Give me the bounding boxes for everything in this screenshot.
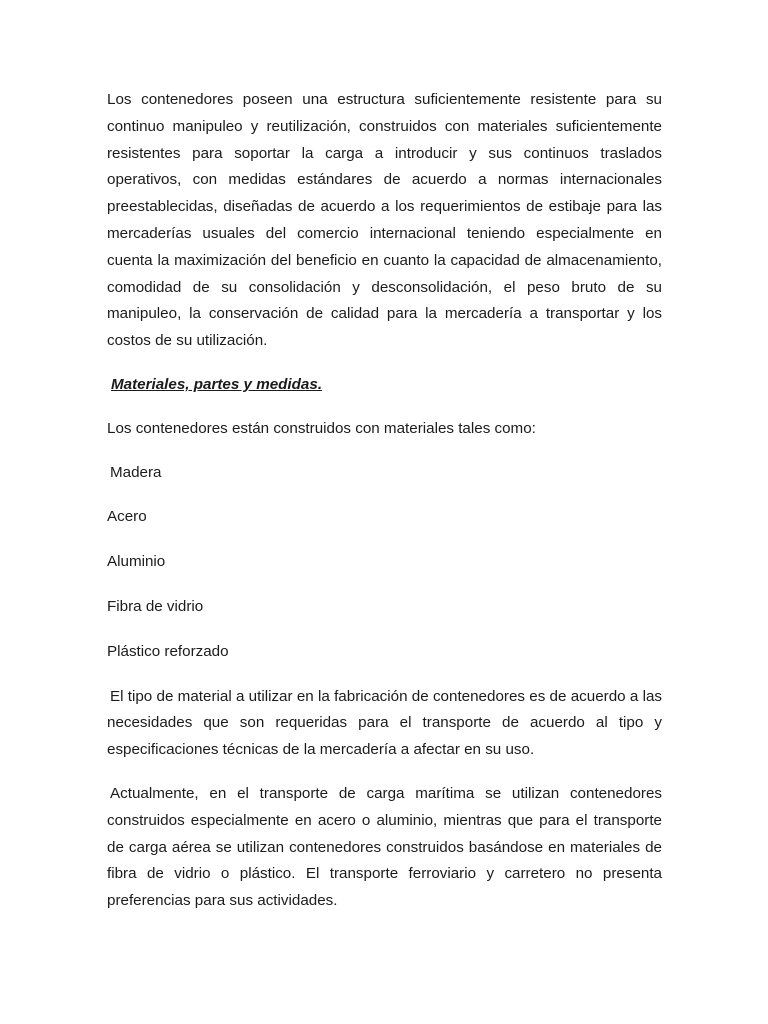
materials-lead-text: Los contenedores están construidos con materiales tales como: [107, 419, 536, 437]
current-use-paragraph: Actualmente, en el transporte de carga marítima se utilizan contenedores construidos especialmente en acero o aluminio, mientras que para el transporte de carga aérea se utilizan contenedores construidos basándose en materiales de fibra de vidrio o plástico. El transporte ferroviario y carretero no presenta preferencias para sus actividades. [107, 784, 662, 910]
section-heading: Materiales, partes y medidas. [111, 375, 323, 393]
material-item-plastico-reforzado: Plástico reforzado [107, 642, 229, 660]
document-page [107, 87, 662, 915]
materials-list [107, 460, 662, 666]
material-item-aluminio: Aluminio [107, 553, 166, 571]
material-item-madera: Madera [110, 463, 162, 481]
material-type-paragraph: El tipo de material a utilizar en la fabricación de contenedores es de acuerdo a las necesidades que son requeridas para el transporte de acuerdo al tipo y especificaciones técnicas de la mercadería a afectar en su uso. [107, 687, 662, 759]
material-item-acero: Acero [107, 508, 147, 526]
material-item-fibra-de-vidrio: Fibra de vidrio [107, 597, 204, 615]
intro-paragraph: Los contenedores poseen una estructura suficientemente resistente para su continuo manipuleo y reutilización, construidos con materiales suficientemente resistentes para soportar la carga a introducir y sus continuos traslados operativos, con medidas estándares de acuerdo a normas internacionales preestablecidas, diseñadas de acuerdo a los requerimientos de estibaje para las mercaderías usuales del comercio internacional teniendo especialmente en cuenta la maximización del beneficio en cuanto la capacidad de almacenamiento, comodidad de su consolidación y desconsolidación, el peso bruto de su manipuleo, la conservación de calidad para la mercadería a transportar y los costos de su utilización. [107, 91, 662, 350]
